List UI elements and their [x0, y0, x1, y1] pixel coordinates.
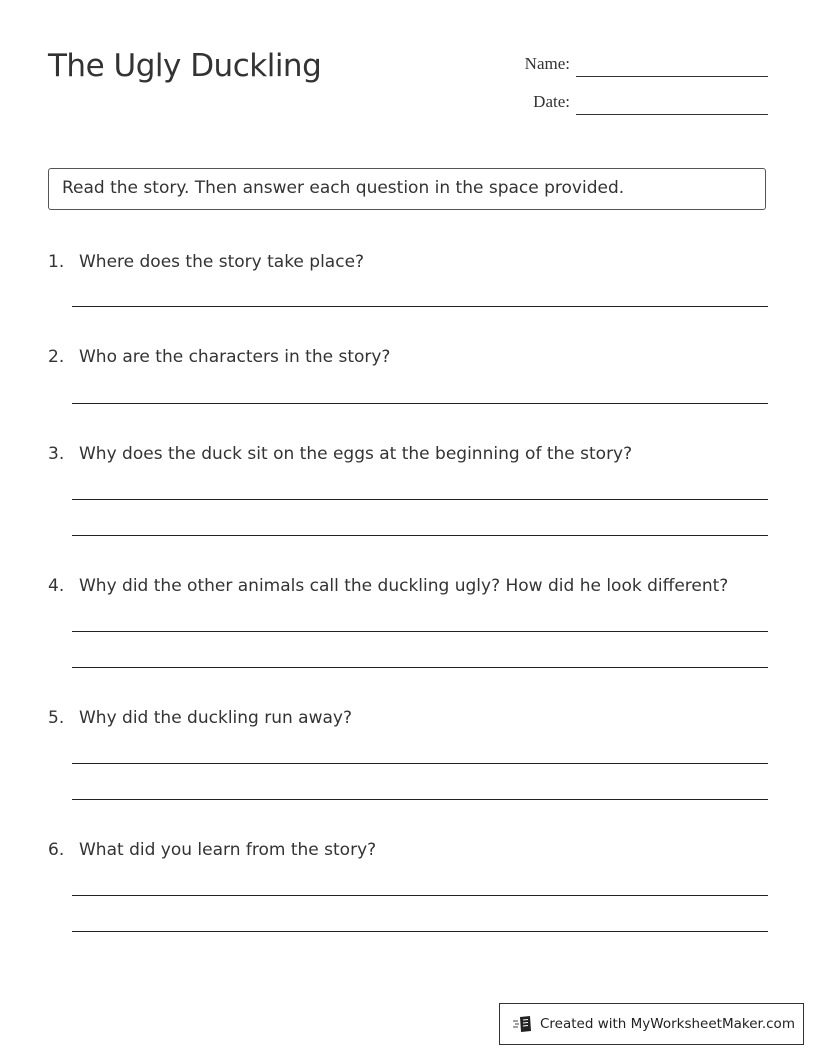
question-text: Why did the other animals call the duckling ugly? How did he look different? — [79, 576, 729, 596]
question-text: Why does the duck sit on the eggs at the beginning of the story? — [79, 444, 633, 464]
page-title: The Ugly Duckling — [48, 48, 322, 84]
answer-line — [72, 306, 768, 307]
question-number: 3. — [48, 444, 65, 464]
worksheet-logo-icon — [512, 1014, 534, 1034]
answer-line — [72, 631, 768, 632]
question-4 — [48, 576, 728, 596]
answer-line — [72, 499, 768, 500]
name-label: Name: — [524, 54, 570, 73]
question-number: 5. — [48, 708, 65, 728]
name-line — [576, 76, 768, 77]
date-line — [576, 114, 768, 115]
footer-credit — [499, 1003, 804, 1045]
date-label: Date: — [533, 92, 570, 111]
question-number: 6. — [48, 840, 65, 860]
question-number: 4. — [48, 576, 65, 596]
answer-line — [72, 895, 768, 896]
footer-text: Created with MyWorksheetMaker.com — [540, 1016, 795, 1032]
answer-line — [72, 763, 768, 764]
answer-line — [72, 931, 768, 932]
question-number: 1. — [48, 252, 65, 272]
instructions-box: Read the story. Then answer each question in the space provided. — [48, 168, 766, 210]
question-2 — [48, 347, 390, 367]
question-text: What did you learn from the story? — [79, 840, 377, 860]
question-1 — [48, 252, 364, 272]
answer-line — [72, 535, 768, 536]
question-text: Why did the duckling run away? — [79, 708, 352, 728]
question-6 — [48, 840, 376, 860]
answer-line — [72, 799, 768, 800]
question-3 — [48, 444, 632, 464]
question-number: 2. — [48, 347, 65, 367]
answer-line — [72, 403, 768, 404]
question-text: Where does the story take place? — [79, 252, 365, 272]
question-5 — [48, 708, 352, 728]
answer-line — [72, 667, 768, 668]
question-text: Who are the characters in the story? — [79, 347, 391, 367]
